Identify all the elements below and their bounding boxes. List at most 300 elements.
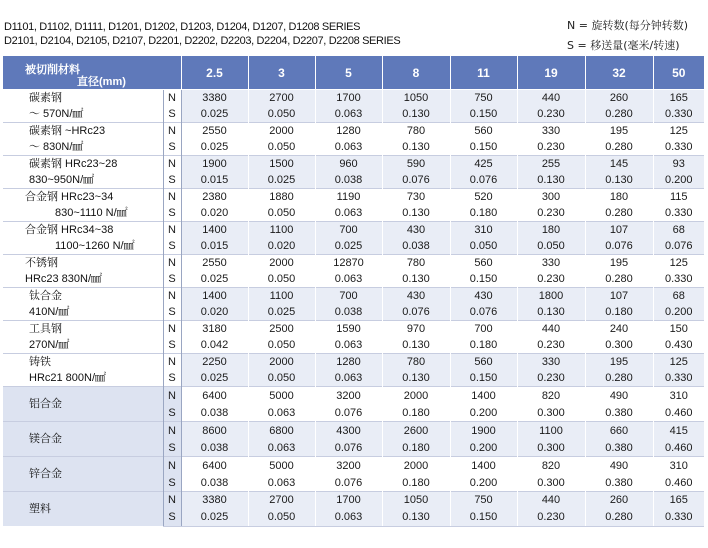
rpm-value: 560 — [450, 354, 517, 371]
diameter-column-header: 2.5 — [181, 56, 248, 90]
feed-value: 0.280 — [585, 139, 653, 156]
rpm-value: 700 — [450, 321, 517, 338]
rpm-value: 2000 — [248, 123, 315, 140]
rpm-value: 330 — [517, 123, 585, 140]
feed-value: 0.038 — [315, 304, 382, 321]
feed-value: 0.200 — [450, 474, 517, 492]
rpm-value: 3200 — [315, 457, 382, 475]
diameter-header: 直径(mm) — [77, 76, 126, 88]
feed-value: 0.025 — [181, 139, 248, 156]
rpm-value: 2500 — [248, 321, 315, 338]
material-cell — [3, 387, 163, 422]
feed-value: 0.280 — [585, 509, 653, 526]
feed-value: 0.076 — [450, 304, 517, 321]
rpm-value: 2700 — [248, 492, 315, 509]
feed-value: 0.130 — [382, 337, 450, 354]
n-label: N — [163, 354, 181, 371]
material-diameter-header — [3, 56, 181, 90]
material-label: ～ 830N/㎟ — [29, 141, 84, 153]
feed-value: 0.063 — [315, 205, 382, 222]
rpm-value: 2250 — [181, 354, 248, 371]
n-label: N — [163, 189, 181, 206]
rpm-value: 1050 — [382, 492, 450, 509]
rpm-value: 1100 — [248, 222, 315, 239]
table-body — [3, 90, 704, 527]
material-label: 410N/㎟ — [29, 306, 70, 318]
s-label: S — [163, 509, 181, 526]
feed-value: 0.063 — [315, 106, 382, 123]
rpm-value: 8600 — [181, 422, 248, 440]
rpm-value: 1400 — [450, 387, 517, 405]
rpm-value: 2000 — [382, 457, 450, 475]
material-label: 锌合金 — [29, 468, 62, 480]
feed-value: 0.200 — [653, 172, 704, 189]
rpm-value: 165 — [653, 90, 704, 107]
feed-value: 0.025 — [248, 172, 315, 189]
rpm-value: 430 — [382, 288, 450, 305]
rpm-value: 415 — [653, 422, 704, 440]
feed-value: 0.050 — [248, 139, 315, 156]
feed-value: 0.038 — [181, 404, 248, 422]
rpm-value: 1500 — [248, 156, 315, 173]
diameter-column-header: 11 — [450, 56, 517, 90]
feed-value: 0.180 — [585, 304, 653, 321]
feed-value: 0.200 — [450, 439, 517, 457]
feed-value: 0.460 — [653, 474, 704, 492]
feed-value: 0.076 — [382, 304, 450, 321]
rpm-value: 750 — [450, 492, 517, 509]
material-header: 被切削材料 — [25, 64, 80, 76]
rpm-value: 125 — [653, 354, 704, 371]
s-label: S — [163, 304, 181, 321]
material-cell — [3, 321, 163, 354]
diameter-column-header: 3 — [248, 56, 315, 90]
feed-value: 0.150 — [450, 139, 517, 156]
rpm-value: 3380 — [181, 90, 248, 107]
material-cell — [3, 288, 163, 321]
rpm-value: 93 — [653, 156, 704, 173]
s-label: S — [163, 172, 181, 189]
feed-value: 0.025 — [181, 106, 248, 123]
rpm-value: 180 — [517, 222, 585, 239]
table-row — [3, 90, 704, 107]
legend-n: N = 旋转数(每分钟转数) — [567, 19, 689, 32]
n-label: N — [163, 222, 181, 239]
s-label: S — [163, 205, 181, 222]
rpm-value: 6400 — [181, 387, 248, 405]
feed-value: 0.076 — [315, 404, 382, 422]
feed-value: 0.050 — [248, 370, 315, 387]
feed-value: 0.330 — [653, 139, 704, 156]
rpm-value: 1280 — [315, 123, 382, 140]
rpm-value: 820 — [517, 457, 585, 475]
feed-value: 0.063 — [315, 337, 382, 354]
feed-value: 0.042 — [181, 337, 248, 354]
feed-value: 0.180 — [382, 404, 450, 422]
feed-value: 0.063 — [315, 509, 382, 526]
rpm-value: 125 — [653, 123, 704, 140]
feed-value: 0.180 — [450, 337, 517, 354]
table-row — [3, 222, 704, 239]
rpm-value: 3380 — [181, 492, 248, 509]
table-row — [3, 255, 704, 272]
rpm-value: 780 — [382, 354, 450, 371]
material-label: 830~950N/㎟ — [29, 174, 95, 186]
n-label: N — [163, 156, 181, 173]
rpm-value: 820 — [517, 387, 585, 405]
rpm-value: 2000 — [382, 387, 450, 405]
table-row — [3, 189, 704, 206]
material-cell — [3, 422, 163, 457]
n-label: N — [163, 123, 181, 140]
material-cell — [3, 354, 163, 387]
rpm-value: 425 — [450, 156, 517, 173]
feed-value: 0.130 — [382, 271, 450, 288]
rpm-value: 430 — [382, 222, 450, 239]
rpm-value: 310 — [653, 387, 704, 405]
material-cell — [3, 255, 163, 288]
table-row — [3, 422, 704, 440]
s-label: S — [163, 337, 181, 354]
feed-value: 0.025 — [181, 509, 248, 526]
feed-value: 0.063 — [315, 370, 382, 387]
feed-value: 0.330 — [653, 509, 704, 526]
feed-value: 0.280 — [585, 271, 653, 288]
material-label: 1100~1260 N/㎟ — [55, 240, 135, 252]
rpm-value: 970 — [382, 321, 450, 338]
table-row — [3, 354, 704, 371]
feed-value: 0.460 — [653, 439, 704, 457]
rpm-value: 1400 — [181, 222, 248, 239]
s-label: S — [163, 106, 181, 123]
diameter-column-header: 8 — [382, 56, 450, 90]
feed-value: 0.020 — [181, 304, 248, 321]
feed-value: 0.050 — [450, 238, 517, 255]
feed-value: 0.076 — [382, 172, 450, 189]
feed-value: 0.180 — [450, 205, 517, 222]
material-label: 不锈钢 — [25, 257, 58, 269]
feed-value: 0.130 — [382, 139, 450, 156]
rpm-value: 3200 — [315, 387, 382, 405]
material-cell — [3, 123, 163, 156]
material-label: 铸铁 — [29, 356, 51, 368]
rpm-value: 1800 — [517, 288, 585, 305]
rpm-value: 145 — [585, 156, 653, 173]
rpm-value: 6400 — [181, 457, 248, 475]
rpm-value: 107 — [585, 288, 653, 305]
material-label: 镁合金 — [29, 433, 62, 445]
table-header-row — [3, 56, 704, 90]
rpm-value: 660 — [585, 422, 653, 440]
feed-value: 0.130 — [585, 172, 653, 189]
rpm-value: 240 — [585, 321, 653, 338]
rpm-value: 440 — [517, 492, 585, 509]
rpm-value: 1400 — [450, 457, 517, 475]
material-label: HRc21 800N/㎟ — [29, 372, 107, 384]
rpm-value: 150 — [653, 321, 704, 338]
rpm-value: 490 — [585, 457, 653, 475]
table-row — [3, 321, 704, 338]
s-label: S — [163, 404, 181, 422]
feed-value: 0.300 — [517, 474, 585, 492]
rpm-value: 1700 — [315, 492, 382, 509]
feed-value: 0.050 — [248, 271, 315, 288]
feed-value: 0.038 — [382, 238, 450, 255]
rpm-value: 1880 — [248, 189, 315, 206]
feed-value: 0.050 — [517, 238, 585, 255]
rpm-value: 2000 — [248, 354, 315, 371]
rpm-value: 5000 — [248, 387, 315, 405]
rpm-value: 2000 — [248, 255, 315, 272]
table-row — [3, 457, 704, 475]
rpm-value: 255 — [517, 156, 585, 173]
material-cell — [3, 189, 163, 222]
legend — [567, 16, 688, 56]
rpm-value: 2600 — [382, 422, 450, 440]
n-label: N — [163, 255, 181, 272]
feed-value: 0.050 — [248, 337, 315, 354]
feed-value: 0.330 — [653, 106, 704, 123]
feed-value: 0.300 — [517, 439, 585, 457]
feed-value: 0.330 — [653, 205, 704, 222]
feed-value: 0.430 — [653, 337, 704, 354]
feed-value: 0.330 — [653, 271, 704, 288]
rpm-value: 4300 — [315, 422, 382, 440]
feed-value: 0.038 — [181, 439, 248, 457]
feed-value: 0.025 — [181, 271, 248, 288]
feed-value: 0.300 — [517, 404, 585, 422]
rpm-value: 780 — [382, 255, 450, 272]
rpm-value: 115 — [653, 189, 704, 206]
rpm-value: 2700 — [248, 90, 315, 107]
material-label: 铝合金 — [29, 398, 62, 410]
material-label: 合金钢 HRc23~34 — [25, 191, 114, 203]
series-line-1: D1101, D1102, D1111, D1201, D1202, D1203, D1204, D1207, D1208 SERIES — [4, 21, 361, 33]
rpm-value: 1050 — [382, 90, 450, 107]
feed-value: 0.130 — [382, 106, 450, 123]
rpm-value: 330 — [517, 255, 585, 272]
rpm-value: 3180 — [181, 321, 248, 338]
material-label: 碳素钢 ~HRc23 — [29, 125, 106, 137]
feed-value: 0.230 — [517, 509, 585, 526]
feed-value: 0.130 — [517, 304, 585, 321]
n-label: N — [163, 288, 181, 305]
material-label: 工具钢 — [29, 323, 62, 335]
s-label: S — [163, 271, 181, 288]
rpm-value: 107 — [585, 222, 653, 239]
s-label: S — [163, 238, 181, 255]
feed-value: 0.015 — [181, 172, 248, 189]
feed-value: 0.280 — [585, 370, 653, 387]
rpm-value: 125 — [653, 255, 704, 272]
legend-s: S = 移送量(毫米/转速) — [567, 39, 680, 52]
table-row — [3, 156, 704, 173]
rpm-value: 195 — [585, 123, 653, 140]
n-label: N — [163, 422, 181, 440]
table-row — [3, 387, 704, 405]
s-label: S — [163, 139, 181, 156]
diameter-column-header: 50 — [653, 56, 704, 90]
rpm-value: 960 — [315, 156, 382, 173]
n-label: N — [163, 321, 181, 338]
material-cell — [3, 222, 163, 255]
rpm-value: 195 — [585, 354, 653, 371]
rpm-value: 310 — [653, 457, 704, 475]
rpm-value: 560 — [450, 255, 517, 272]
rpm-value: 430 — [450, 288, 517, 305]
feed-value: 0.063 — [248, 474, 315, 492]
rpm-value: 730 — [382, 189, 450, 206]
rpm-value: 300 — [517, 189, 585, 206]
diameter-column-header: 19 — [517, 56, 585, 90]
feed-value: 0.025 — [181, 370, 248, 387]
rpm-value: 1700 — [315, 90, 382, 107]
feed-value: 0.230 — [517, 106, 585, 123]
feed-value: 0.330 — [653, 370, 704, 387]
feed-value: 0.130 — [382, 205, 450, 222]
rpm-value: 330 — [517, 354, 585, 371]
material-cell — [3, 156, 163, 189]
feed-value: 0.038 — [315, 172, 382, 189]
rpm-value: 440 — [517, 321, 585, 338]
material-label: 钛合金 — [29, 290, 62, 302]
diameter-column-header: 32 — [585, 56, 653, 90]
rpm-value: 700 — [315, 222, 382, 239]
material-cell — [3, 492, 163, 527]
feed-value: 0.380 — [585, 474, 653, 492]
rpm-value: 1100 — [248, 288, 315, 305]
feed-value: 0.020 — [248, 238, 315, 255]
feed-value: 0.150 — [450, 106, 517, 123]
rpm-value: 750 — [450, 90, 517, 107]
rpm-value: 260 — [585, 492, 653, 509]
table-row — [3, 492, 704, 509]
feed-value: 0.200 — [653, 304, 704, 321]
feed-value: 0.180 — [382, 439, 450, 457]
feed-value: 0.076 — [653, 238, 704, 255]
rpm-value: 1280 — [315, 354, 382, 371]
rpm-value: 490 — [585, 387, 653, 405]
rpm-value: 520 — [450, 189, 517, 206]
table-row — [3, 123, 704, 140]
material-label: 碳素钢 — [29, 92, 62, 104]
material-label: 合金钢 HRc34~38 — [25, 224, 114, 236]
rpm-value: 5000 — [248, 457, 315, 475]
material-label: 碳素钢 HRc23~28 — [29, 158, 118, 170]
feed-value: 0.130 — [382, 509, 450, 526]
rpm-value: 1100 — [517, 422, 585, 440]
feed-value: 0.180 — [382, 474, 450, 492]
feed-value: 0.020 — [181, 205, 248, 222]
feed-value: 0.025 — [248, 304, 315, 321]
series-line-2: D2101, D2104, D2105, D2107, D2201, D2202, D2203, D2204, D2207, D2208 SERIES — [4, 35, 401, 47]
rpm-value: 780 — [382, 123, 450, 140]
material-label: ～ 570N/㎟ — [29, 108, 84, 120]
feed-value: 0.150 — [450, 509, 517, 526]
feed-value: 0.230 — [517, 139, 585, 156]
s-label: S — [163, 474, 181, 492]
s-label: S — [163, 370, 181, 387]
feed-value: 0.460 — [653, 404, 704, 422]
feed-value: 0.150 — [450, 370, 517, 387]
feed-value: 0.380 — [585, 439, 653, 457]
cutting-parameters-table — [3, 56, 704, 527]
n-label: N — [163, 492, 181, 509]
rpm-value: 1590 — [315, 321, 382, 338]
material-cell — [3, 90, 163, 123]
material-cell — [3, 457, 163, 492]
rpm-value: 165 — [653, 492, 704, 509]
material-label: HRc23 830N/㎟ — [25, 273, 103, 285]
rpm-value: 1900 — [450, 422, 517, 440]
feed-value: 0.076 — [315, 474, 382, 492]
feed-value: 0.300 — [585, 337, 653, 354]
feed-value: 0.050 — [248, 509, 315, 526]
feed-value: 0.230 — [517, 370, 585, 387]
rpm-value: 560 — [450, 123, 517, 140]
feed-value: 0.230 — [517, 337, 585, 354]
rpm-value: 260 — [585, 90, 653, 107]
series-title — [4, 20, 400, 48]
rpm-value: 6800 — [248, 422, 315, 440]
material-label: 270N/㎟ — [29, 339, 70, 351]
feed-value: 0.050 — [248, 205, 315, 222]
table-row — [3, 288, 704, 305]
rpm-value: 2550 — [181, 255, 248, 272]
material-label: 塑料 — [29, 503, 51, 515]
rpm-value: 2550 — [181, 123, 248, 140]
n-label: N — [163, 90, 181, 107]
feed-value: 0.280 — [585, 106, 653, 123]
feed-value: 0.050 — [248, 106, 315, 123]
feed-value: 0.150 — [450, 271, 517, 288]
feed-value: 0.076 — [585, 238, 653, 255]
feed-value: 0.063 — [315, 139, 382, 156]
rpm-value: 195 — [585, 255, 653, 272]
feed-value: 0.015 — [181, 238, 248, 255]
rpm-value: 180 — [585, 189, 653, 206]
feed-value: 0.280 — [585, 205, 653, 222]
feed-value: 0.130 — [382, 370, 450, 387]
rpm-value: 440 — [517, 90, 585, 107]
diameter-column-header: 5 — [315, 56, 382, 90]
feed-value: 0.130 — [517, 172, 585, 189]
rpm-value: 1190 — [315, 189, 382, 206]
feed-value: 0.200 — [450, 404, 517, 422]
feed-value: 0.380 — [585, 404, 653, 422]
s-label: S — [163, 439, 181, 457]
rpm-value: 700 — [315, 288, 382, 305]
feed-value: 0.038 — [181, 474, 248, 492]
rpm-value: 1900 — [181, 156, 248, 173]
rpm-value: 2380 — [181, 189, 248, 206]
rpm-value: 68 — [653, 288, 704, 305]
feed-value: 0.230 — [517, 271, 585, 288]
rpm-value: 590 — [382, 156, 450, 173]
feed-value: 0.076 — [450, 172, 517, 189]
n-label: N — [163, 387, 181, 405]
n-label: N — [163, 457, 181, 475]
feed-value: 0.063 — [248, 404, 315, 422]
rpm-value: 1400 — [181, 288, 248, 305]
material-label: 830~1110 N/㎟ — [55, 207, 128, 219]
feed-value: 0.063 — [315, 271, 382, 288]
rpm-value: 12870 — [315, 255, 382, 272]
rpm-value: 68 — [653, 222, 704, 239]
feed-value: 0.230 — [517, 205, 585, 222]
rpm-value: 310 — [450, 222, 517, 239]
feed-value: 0.025 — [315, 238, 382, 255]
